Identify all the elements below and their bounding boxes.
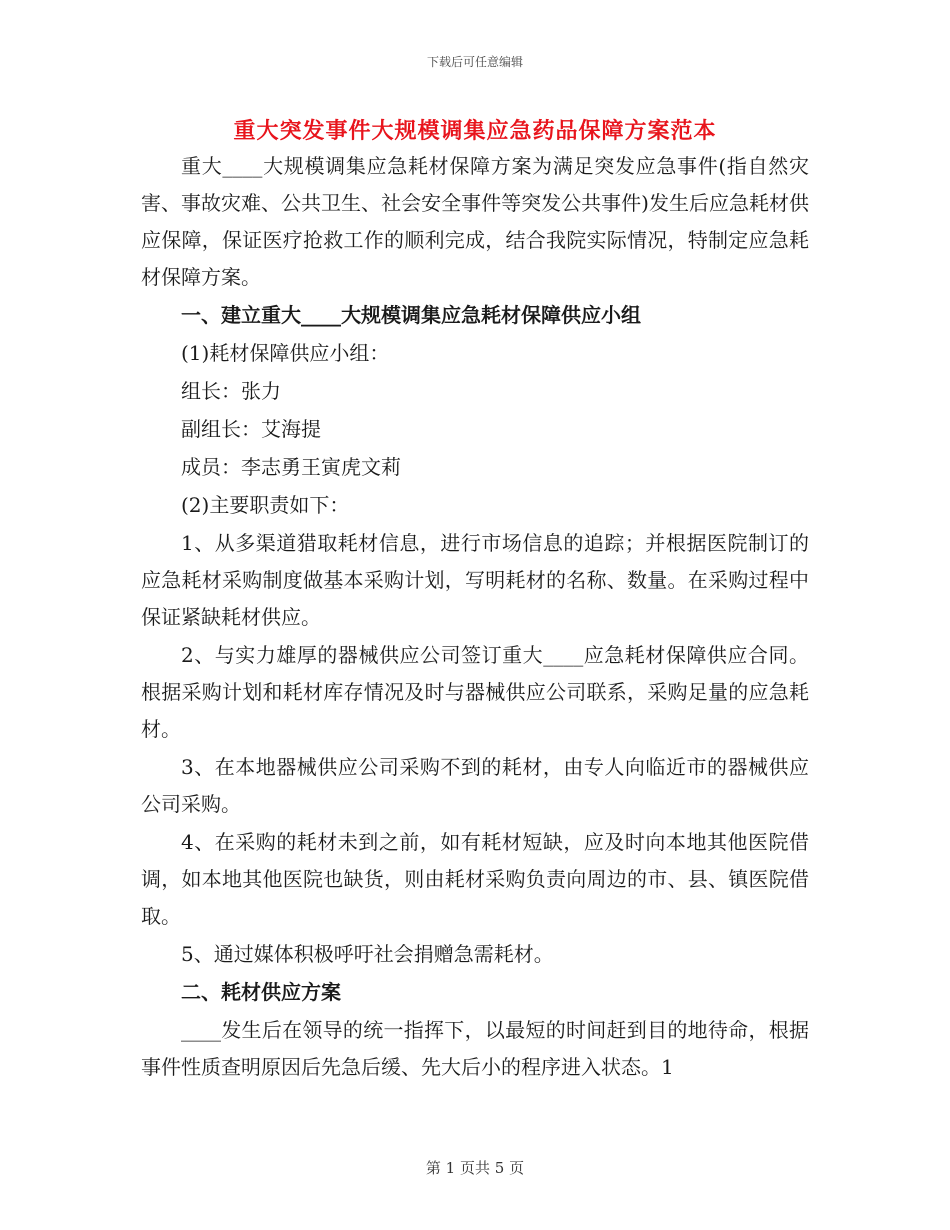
page-footer: 第 1 页共 5 页 <box>425 1159 525 1177</box>
duty-item-3: 3、在本地器械供应公司采购不到的耗材，由专人向临近市的器械供应公司采购。 <box>141 755 809 816</box>
subsection-duties: (2)主要职责如下： <box>181 493 350 517</box>
subsection-group: (1)耗材保障供应小组： <box>181 341 390 365</box>
duty-item-4: 4、在采购的耗材未到之前，如有耗材短缺，应及时向本地其他医院借调，如本地其他医院也缺货，则由耗材采购负责向周边的市、县、镇医院借取。 <box>141 830 809 928</box>
group-members: 成员：李志勇王寅虎文莉 <box>181 455 401 479</box>
supply-plan-paragraph: ____发生后在领导的统一指挥下，以最短的时间赶到目的地待命，根据事件性质查明原因后先急后缓、先大后小的程序进入状态。1 <box>141 1018 809 1079</box>
duty-item-2: 2、与实力雄厚的器械供应公司签订重大____应急耗材保障供应合同。根据采购计划和耗材库存情况及时与器械供应公司联系，采购足量的应急耗材。 <box>141 643 809 741</box>
document-body <box>141 148 809 1086</box>
page-header: 下载后可任意编辑 <box>426 55 523 69</box>
duty-item-5: 5、通过媒体积极呼吁社会捐赠急需耗材。 <box>181 942 554 966</box>
duty-item-1: 1、从多渠道猎取耗材信息，进行市场信息的追踪；并根据医院制订的应急耗材采购制度做基本采购计划，写明耗材的名称、数量。在采购过程中保证紧缺耗材供应。 <box>141 531 809 629</box>
document-title: 重大突发事件大规模调集应急药品保障方案范本 <box>233 118 717 144</box>
group-leader: 组长：张力 <box>181 379 281 403</box>
deputy-leader: 副组长：艾海提 <box>181 417 321 441</box>
intro-paragraph: 重大____大规模调集应急耗材保障方案为满足突发应急事件(指自然灾害、事故灾难、公共卫生、社会安全事件等突发公共事件)发生后应急耗材供应保障，保证医疗抢救工作的顺利完成，结合我院实际情况，特制定应急耗材保障方案。 <box>141 154 809 289</box>
section-heading-1: 一、建立重大____大规模调集应急耗材保障供应小组 <box>181 303 641 327</box>
section-heading-2: 二、耗材供应方案 <box>181 980 341 1004</box>
